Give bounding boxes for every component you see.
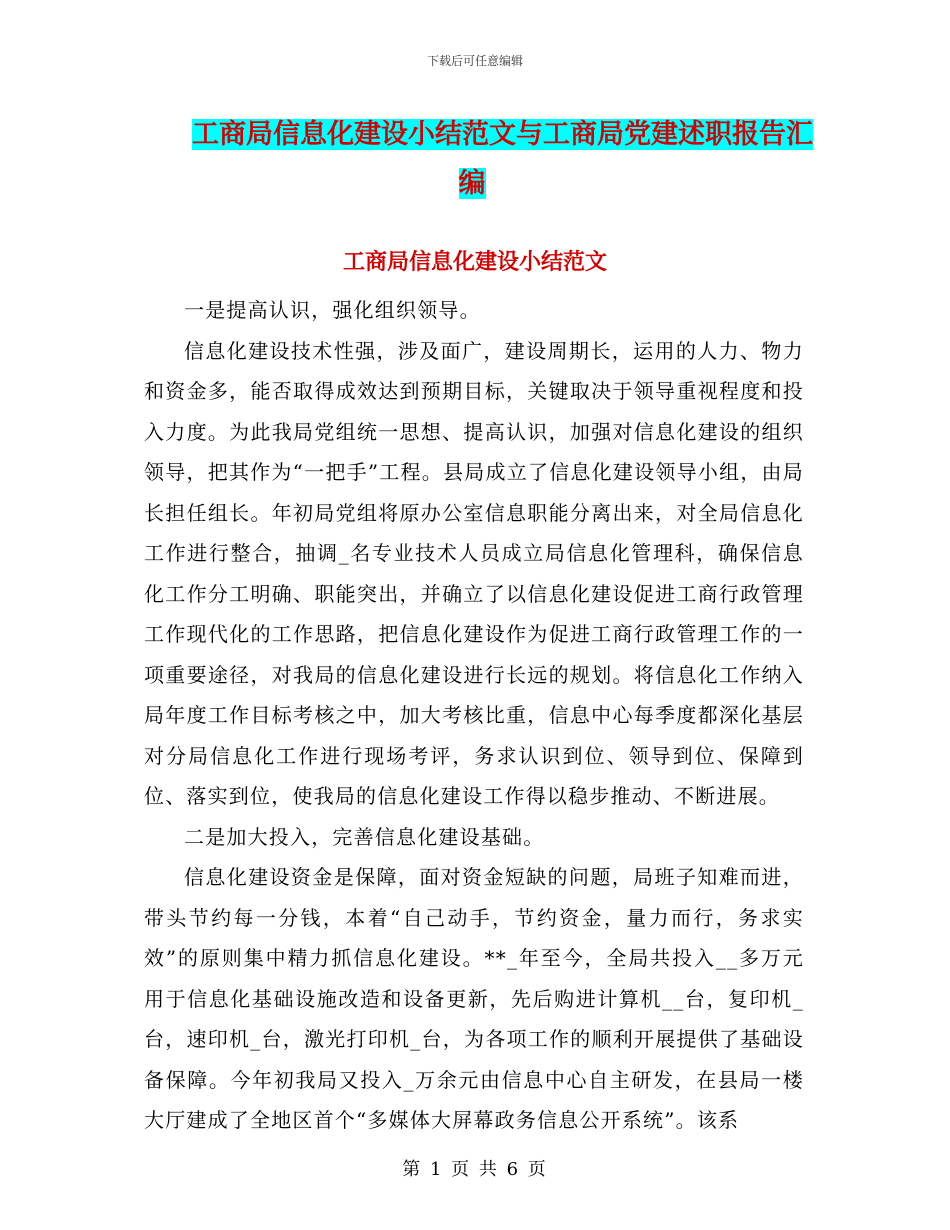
paragraph: 信息化建设技术性强，涉及面广，建设周期长，运用的人力、物力和资金多，能否取得成效达到预期目标，关键取决于领导重视程度和投入力度。为此我局党组统一思想、提高认识，加强对信息化建设的组织领导，把其作为“一把手”工程。县局成立了信息化建设领导小组，由局长担任组长。年初局党组将原办公室信息职能分离出来，对全局信息化工作进行整合，抽调_名专业技术人员成立局信息化管理科，确保信息化工作分工明确、职能突出，并确立了以信息化建设促进工商行政管理工作现代化的工作思路，把信息化建设作为促进工商行政管理工作的一项重要途径，对我局的信息化建设进行长远的规划。将信息化工作纳入局年度工作目标考核之中，加大考核比重，信息中心每季度都深化基层对分局信息化工作进行现场考评，务求认识到位、领导到位、保障到位、落实到位，使我局的信息化建设工作得以稳步推动、不断进展。 (144, 338, 804, 808)
document-body (144, 290, 804, 1141)
paragraph: 信息化建设资金是保障，面对资金短缺的问题，局班子知难而进，带头节约每一分钱，本着“自己动手，节约资金，量力而行，务求实效”的原则集中精力抓信息化建设。**_年至今，全局共投入__多万元用于信息化基础设施改造和设备更新，先后购进计算机__台，复印机_台，速印机_台，激光打印机_台，为各项工作的顺利开展提供了基础设备保障。今年初我局又投入_万余元由信息中心自主研发，在县局一楼大厅建成了全地区首个“多媒体大屏幕政务信息公开系统”。该系 (144, 865, 804, 1132)
paragraph: 一是提高认识，强化组织领导。 (184, 298, 481, 322)
title-line-1: 工商局信息化建设小结范文与工商局党建述职报告汇 (192, 119, 813, 150)
page-number: 第 1 页 共 6 页 (402, 1159, 548, 1180)
document-title (192, 110, 812, 208)
page-header-note: 下载后可任意编辑 (426, 54, 523, 68)
title-line-2: 编 (458, 168, 486, 199)
paragraph: 二是加大投入，完善信息化建设基础。 (184, 824, 545, 849)
section-title: 工商局信息化建设小结范文 (342, 249, 607, 275)
